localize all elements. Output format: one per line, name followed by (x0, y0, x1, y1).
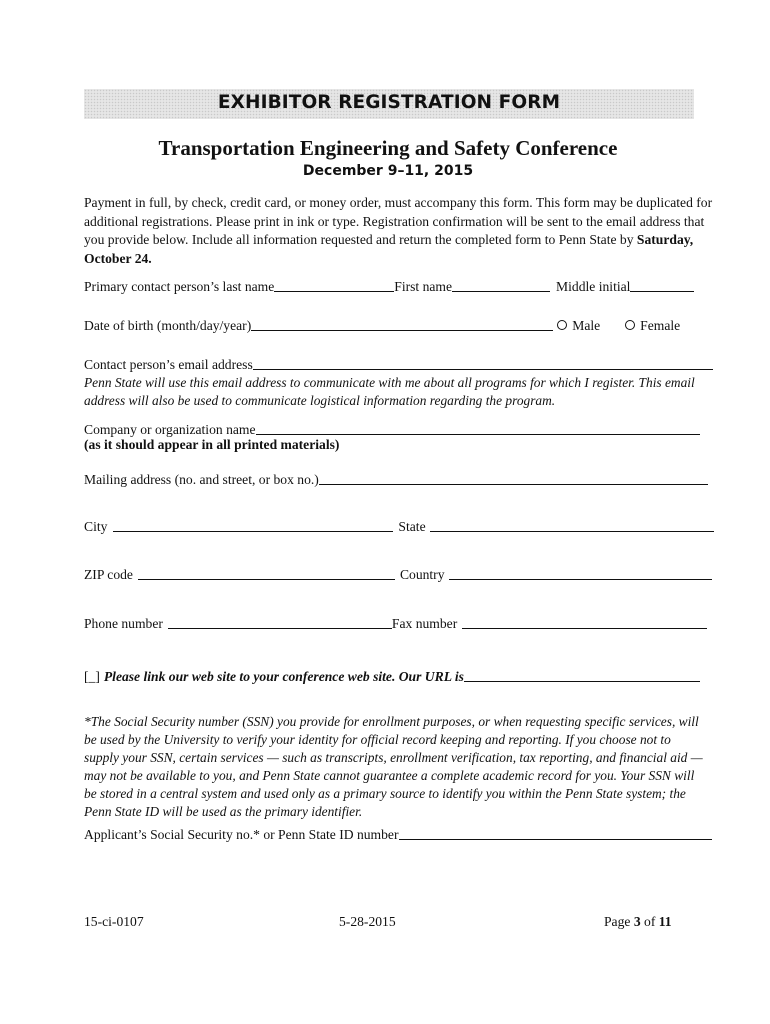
company-row (84, 420, 700, 438)
link-label: Please link our web site to your conference web site. Our URL is (103, 669, 464, 684)
company-field[interactable] (256, 420, 700, 435)
form-title-banner (84, 89, 694, 119)
city-field[interactable] (113, 517, 393, 532)
first-name-field[interactable] (452, 277, 550, 292)
footer-date: 5-28-2015 (339, 914, 396, 929)
email-label: Contact person’s email address (84, 357, 253, 372)
dob-label: Date of birth (month/day/year) (84, 318, 252, 333)
first-name-label: First name (394, 279, 453, 294)
female-radio[interactable] (625, 318, 680, 334)
middle-initial-label: Middle initial (556, 279, 631, 294)
phone-fax-row (84, 614, 707, 632)
fax-label: Fax number (391, 616, 458, 631)
middle-initial-field[interactable] (630, 277, 694, 292)
conference-title: Transportation Engineering and Safety Conference (158, 136, 618, 160)
intro-deadline: Saturday, October 24. (84, 232, 694, 266)
ssn-label: Applicant’s Social Security no.* or Penn State ID number (84, 827, 399, 842)
company-label: Company or organization name (84, 422, 256, 437)
state-label: State (398, 519, 426, 534)
mailing-label: Mailing address (no. and street, or box no.) (84, 472, 319, 487)
email-field[interactable] (253, 355, 713, 370)
phone-field[interactable] (168, 614, 392, 629)
ssn-note: *The Social Security number (SSN) you provide for enrollment purposes, or when requesting specific services, will be used by the University to verify your identity for official record keeping and reporting. If you choose not to supply your SSN, certain services — such as transcripts, enrollment verification, tax reporting, and financial aid — may not be available to you, and Penn State cannot guarantee a complete academic record for you. Your SSN will be stored in a central system and used only as a primary source to identify you within the Penn State system; the Penn State ID will be used as the primary identifier. (84, 714, 703, 819)
email-note: Penn State will use this email address to communicate with me about all programs for which I register. This email address will also be used to communicate logistical information regarding the program. (84, 375, 695, 408)
name-row (84, 277, 694, 295)
mailing-field[interactable] (319, 470, 708, 485)
female-label: Female (640, 318, 681, 333)
ssn-field[interactable] (399, 825, 712, 840)
footer-page (604, 914, 672, 930)
state-field[interactable] (430, 517, 714, 532)
female-radio-circle[interactable] (625, 320, 635, 330)
phone-label: Phone number (84, 616, 163, 631)
male-label: Male (572, 318, 601, 333)
ssn-row (84, 825, 712, 843)
fax-field[interactable] (462, 614, 707, 629)
page-of: of (640, 914, 659, 929)
form-title: EXHIBITOR REGISTRATION FORM (217, 92, 561, 113)
company-note: (as it should appear in all printed materials) (84, 437, 340, 452)
intro-text: Payment in full, by check, credit card, or money order, must accompany this form. This form may be duplicated for additional registrations. Please print in ink or type. Registration confirmation will be sent to the email address that you provide below. Include all information requested and return the completed form to Penn State by (84, 195, 713, 247)
url-field[interactable] (464, 667, 700, 682)
zip-field[interactable] (138, 565, 395, 580)
page-total: 11 (658, 914, 672, 929)
intro-paragraph (84, 194, 724, 268)
dob-field[interactable] (251, 316, 553, 331)
country-label: Country (399, 567, 445, 582)
conference-dates: December 9–11, 2015 (302, 163, 474, 179)
email-row (84, 355, 713, 373)
city-label: City (84, 519, 108, 534)
link-row (84, 667, 700, 685)
page-prefix: Page (604, 914, 634, 929)
page-number: 3 (633, 914, 641, 929)
male-radio[interactable] (557, 318, 600, 334)
footer-code: 15-ci-0107 (84, 914, 144, 929)
dob-row (84, 316, 680, 334)
country-field[interactable] (449, 565, 712, 580)
zip-country-row (84, 565, 712, 583)
male-radio-circle[interactable] (557, 320, 567, 330)
link-checkbox[interactable]: [_] (84, 669, 100, 684)
zip-label: ZIP code (84, 567, 133, 582)
mailing-row (84, 470, 708, 488)
city-state-row (84, 517, 714, 535)
last-name-label: Primary contact person’s last name (84, 279, 275, 294)
last-name-field[interactable] (274, 277, 394, 292)
